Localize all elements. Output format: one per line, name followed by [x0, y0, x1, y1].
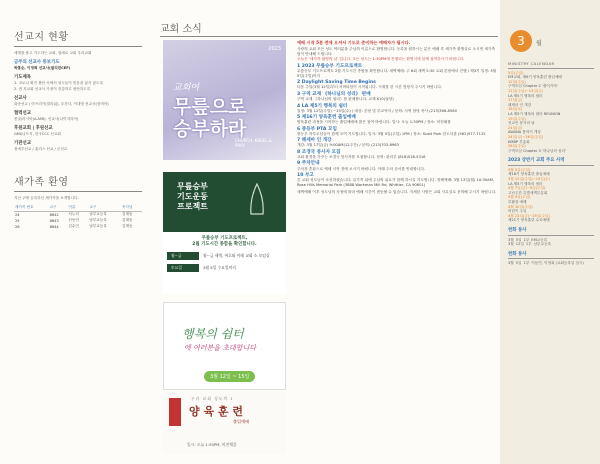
cell: 3월	[508, 242, 514, 247]
calendar-date: 18일(토)	[508, 107, 523, 112]
training-poster[interactable]	[163, 392, 286, 454]
calendar-event: 구역모임 Chapter 2 '출이기야'	[508, 84, 558, 89]
flower-service-title: 헌화 봉사	[508, 228, 527, 233]
calendar-date: 24일(금)~26일(주일)	[508, 134, 544, 139]
calendar-date: 5일(주일)	[508, 70, 524, 75]
cell: 김재동	[122, 224, 133, 229]
left-column	[0, 0, 148, 464]
news-item-body: 양육훈련 과정을 시작하는 출입예배에 많은 참여 바랍니다. 일시: 오늘 1:30PM / 장소: 비전채플	[297, 120, 451, 125]
missionary-name: 박홍순, 이정희 선교사(필리핀CEF)	[14, 66, 71, 71]
schedule-event: 고난주간 특별새벽부흥회	[508, 190, 548, 195]
poster2-title: 무릎승부 기도운동 프로젝트	[177, 182, 208, 211]
cell: 서누리	[68, 212, 79, 217]
news-item-title: 5 제16기 양육훈련 출입예배	[297, 115, 356, 121]
newfamily-table	[14, 204, 142, 230]
news-item-body: 중등부 학부모님들이 함께 모여 기도합니다. 일시: 3월 5일(주일) 1PM / 장소: Scott Park 한도서관 (562)577-7132	[297, 131, 486, 136]
schedule-event: 제21기 양육훈련 수료예배	[508, 218, 550, 223]
news-item-title: 10 부고	[297, 173, 314, 179]
news-item-body: 교회 환경을 가꾸는 조경국 봉사자를 모집합니다. 문의: 관리부 (818)516-5316	[297, 154, 426, 159]
news-item-title: 4 LA 제5기 행복의 쉼터	[297, 103, 348, 109]
divider	[14, 46, 142, 47]
cell: 남부교등록	[533, 242, 551, 247]
poster2-row-key: 월~금	[167, 252, 199, 260]
cell: 8642	[49, 212, 59, 217]
news-item-body: 무릎승부 기도프로젝트 2월 기도시간 종합을 확인합니다. 새벽예배: 주 6회 새벽 5:30 교회 본당에서 진행 / 제3기 일정: 3월 5일(주일)까지	[297, 68, 497, 78]
cell: 신동민	[68, 218, 79, 223]
poster3-date: 3월 12일 ~ 15일	[204, 371, 255, 382]
cell: 1부	[523, 261, 530, 266]
calendar-event: LA 제5기 행복의 쉼터 REUNION	[508, 111, 561, 116]
poster2-box	[163, 232, 286, 294]
calendar-date: 26일(주일)	[508, 144, 526, 149]
poster2-row-key: 토요일	[167, 264, 199, 272]
mission-intro: 세계를 품고 기도하는 교회, 열매로 교회 우리교회	[14, 51, 92, 55]
cell: 8643	[49, 218, 59, 223]
schedule-event: 부활절 예배	[508, 200, 527, 205]
poster3-line2: 에 여러분을 초대합니다	[184, 344, 257, 352]
calendar-date: 24일(금)	[508, 125, 523, 130]
cell: 남부교등록	[89, 224, 107, 229]
cell: 24	[15, 212, 20, 217]
cell: EM교등록	[531, 237, 548, 242]
poster-line1: 무릎으로	[173, 96, 247, 118]
poster4-title: 양 육 훈 련	[189, 405, 243, 418]
prayer-project-poster[interactable]	[163, 172, 286, 294]
schedule-title: 2023 상반기 교회 주요 사역	[508, 158, 565, 164]
news-intro: 사랑의 교회 모든 성도 여러분을 주님의 이름으로 환영합니다. 등록을 원하시는 분은 예배 후 새가족 환영실로 오시면 새가족팀이 안내해 드립니다.	[297, 47, 496, 57]
schedule-date: 3월 12일(주일)~15일(수)	[508, 177, 551, 182]
poster2-row	[167, 252, 282, 260]
cat-partner-body: 몽골/러시아(A.AMI), 선교사(나이지리아)	[14, 117, 79, 122]
news-item-body: 구역 교재 《하나님의 섭리》를 판매합니다. 교재 $10(권당)	[297, 96, 394, 101]
news-item-body: 개강: 3월 17일(금) 9:00AM(12주간) / 문의: (213)703-6963	[297, 143, 399, 148]
cell: 3월	[508, 237, 514, 242]
calendar-title: MINISTRY CALENDAR	[508, 61, 555, 66]
happy-retreat-poster[interactable]	[163, 302, 286, 390]
ministry-calendar	[508, 62, 594, 266]
cell: 5일	[515, 261, 522, 266]
news-item-title: 2 Daylight Saving Time Begins	[297, 80, 376, 86]
news-item-title: 9 주차안내	[297, 161, 320, 167]
cat-missionaries-body: 곽송선교 / 아프리카(말라위), 우간다, 이대영 선교사(잠비아)	[14, 101, 109, 106]
poster2-label: 무릎승부 기도프로젝트, 2월 기도시간 종합을 확인합니다.	[192, 236, 257, 247]
calendar-date: 17일(금)	[508, 98, 523, 103]
table-row	[14, 224, 142, 230]
cell: 이동민, 이영희 (교회등록일 임시)	[531, 261, 584, 266]
calendar-event: 헤세마 인 개강	[508, 102, 532, 107]
month-badge: 3	[510, 30, 532, 52]
news-item-body: 일정: 3월 12일(주일) ~15일(수) / 대상: 본당 및 부교역자 / 문의: 사역 담당 목사 (213)366-8560	[297, 108, 457, 113]
newfamily-title: 새가족 환영	[14, 176, 69, 188]
service-row	[508, 242, 594, 247]
divider	[508, 235, 594, 236]
news-item-title: 1 2023 무릎승부 기도프로젝트	[297, 63, 363, 69]
schedule-date: 4월 7일(금)~9일(주일)	[508, 186, 546, 191]
poster3-line1: 행복의 쉼터	[182, 327, 244, 341]
cell: 12일	[515, 242, 524, 247]
divider	[160, 36, 498, 37]
cell: 5일	[515, 237, 522, 242]
cell: 1부	[525, 242, 532, 247]
cell: 26	[15, 224, 20, 229]
prayer-subtitle: 금주의 선교사 중보기도	[14, 60, 60, 66]
prayer-item: 2. 귀 지교회 선교사 가정이 건강하고 평안하도록	[14, 86, 91, 91]
poster2-row-val: 3월 5일 수요일까지	[203, 265, 236, 271]
poster-year: 2023	[268, 46, 281, 52]
schedule-event: 어린이 주일	[508, 209, 527, 214]
prayer-poster[interactable]	[163, 40, 286, 160]
cell: 남부교등록	[89, 212, 107, 217]
cell: 김수인	[68, 224, 79, 229]
poster2-row	[167, 264, 282, 272]
month-suffix: 월	[536, 40, 542, 47]
cell: 남부교등록	[89, 218, 107, 223]
calendar-event: EM교회, 제6기 양육훈련 출입예배	[508, 75, 562, 80]
cell: 김재동	[122, 212, 133, 217]
news-item-title: 6 중등부 PTA 모임	[297, 126, 337, 132]
cat-ministry-body: 장애우선교 / 홈리스 선교 / 군선교	[14, 147, 68, 152]
church-news-title: 교회 소식	[160, 24, 202, 35]
news-item-body: 본 교회 성도님이 소천하셨습니다. 유가족 위에 주님의 위로가 함께 하시길 기도합니다. 장례예배: 3월 13일(월) 10:30AM, Rose Hills Memorial Park (3888 Workman Mill Rd, Whittier, CA 90601)	[297, 178, 495, 188]
schedule-date: 4월 30일(주일)	[508, 204, 533, 209]
news-item-title: 7 헤세마 인 개강	[297, 138, 332, 144]
col-header: 새가족 번호	[14, 204, 49, 212]
schedule-event: LA 제5기 행복의 쉼터	[508, 181, 543, 186]
prayer-label: 기도제목	[14, 75, 31, 81]
cell: 8644	[49, 224, 59, 229]
news-item-body: 다음 주일(3월 12일)부터 서머타임이 시작됩니다. 시계를 한 시간 앞당겨 주시기 바랍니다.	[297, 85, 443, 90]
cat-partner: 협력선교	[14, 111, 31, 117]
poster2-row-val: 월~금 새벽, 여호와 이레 교회 소 모임실	[203, 253, 270, 259]
poster-english: CHURCH, KNEEL & PRAY	[235, 138, 272, 148]
col-header: 교구	[49, 204, 68, 212]
calendar-event: KMBP 부흥회	[508, 139, 530, 144]
news-item-body: 주차장 혼잡으로 예배 시작 전에 오시기 바랍니다. 아래 주차 순서를 안내합니다.	[297, 166, 426, 171]
col-header: 이름	[67, 204, 88, 212]
calendar-event: 구역모임 Chapter 3 '하나님의 성리'	[508, 148, 566, 153]
schedule-date: 4월 23일(금)~25일(주일)	[508, 213, 551, 218]
newfamily-intro: 지난 주에 등록하신 새가족을 소개합니다.	[14, 195, 79, 200]
prayer-item: 1. 코로나 확진 불안 속에서 성도들이 믿음을 잃지 않도록	[14, 81, 103, 86]
flower-service-title-2: 헌화 봉사	[508, 251, 527, 257]
news-headline: 예배 시작 5분 전에 오셔서 기도로 준비하는 예배자가 됩시다.	[297, 40, 411, 45]
news-list	[297, 40, 498, 195]
cell: 3월	[508, 261, 514, 266]
cat-missionaries: 선교사	[14, 95, 27, 101]
church-news-column	[160, 0, 498, 464]
poster-line2: 승부하라	[173, 118, 247, 140]
news-item-title: 8 조경국 봉사자 모집	[297, 149, 341, 155]
calendar-event: AWANA 봄학기 개강	[508, 130, 541, 135]
cell: 김재동	[122, 218, 133, 223]
news-intro-red: 오늘은 '새가족 환영의 날' 입니다. 모든 성도는 1:30PM에 진행되는 환영식에 함께 참여하시기 바랍니다.	[297, 57, 465, 62]
divider	[508, 258, 594, 259]
red-badge	[169, 398, 181, 426]
cat-ministry: 기관선교	[14, 141, 31, 147]
col-header: 교구	[88, 204, 121, 212]
divider	[508, 68, 594, 69]
schedule-date: 4월 9일(주일)	[508, 195, 531, 200]
poster4-sub: 출입예배	[233, 419, 250, 424]
calendar-date: 19일(주일)	[508, 116, 526, 121]
calendar-column	[500, 0, 600, 464]
schedule-date: 3월 5일(주일)	[508, 167, 531, 172]
calendar-date: 12일(주일)~15일(수)	[508, 88, 544, 93]
cell: 1부	[523, 237, 530, 242]
col-header: 목사님	[121, 204, 142, 212]
news-closing: 새벽예배 이후 성도님의 사정에 따라 예배 시간이 변동될 수 있습니다. 자세한 사항은 교회 사무실로 문의해 주시기 바랍니다.	[297, 190, 497, 195]
poster-small-title: 교회여	[173, 83, 200, 93]
calendar-event: LA 제5기 행복의 쉼터	[508, 93, 543, 98]
mission-status-title: 선교지 현황	[14, 32, 69, 43]
news-item-title: 3 구역 교재 《하나님의 성리》 판매	[297, 91, 371, 97]
poster4-small: 우리 교회 성도의 1	[191, 396, 234, 401]
cat-support-body: GMI/나프지, 한국CCC 선교회	[14, 132, 61, 137]
calendar-event: 전교인 봉사의 날	[508, 121, 535, 126]
schedule-event: 제16기 양육훈련 출입예배	[508, 172, 550, 177]
praying-hands-icon	[236, 180, 278, 220]
cell: 25	[15, 218, 20, 223]
calendar-date: 12일(주일)	[508, 79, 526, 84]
cat-support: 후원교회 | 후원선교	[14, 126, 53, 132]
divider	[508, 165, 594, 166]
divider	[14, 191, 142, 192]
service-row	[508, 261, 594, 266]
poster4-foot: 일시: 오늘 1:30PM, 비전채플	[187, 442, 237, 447]
